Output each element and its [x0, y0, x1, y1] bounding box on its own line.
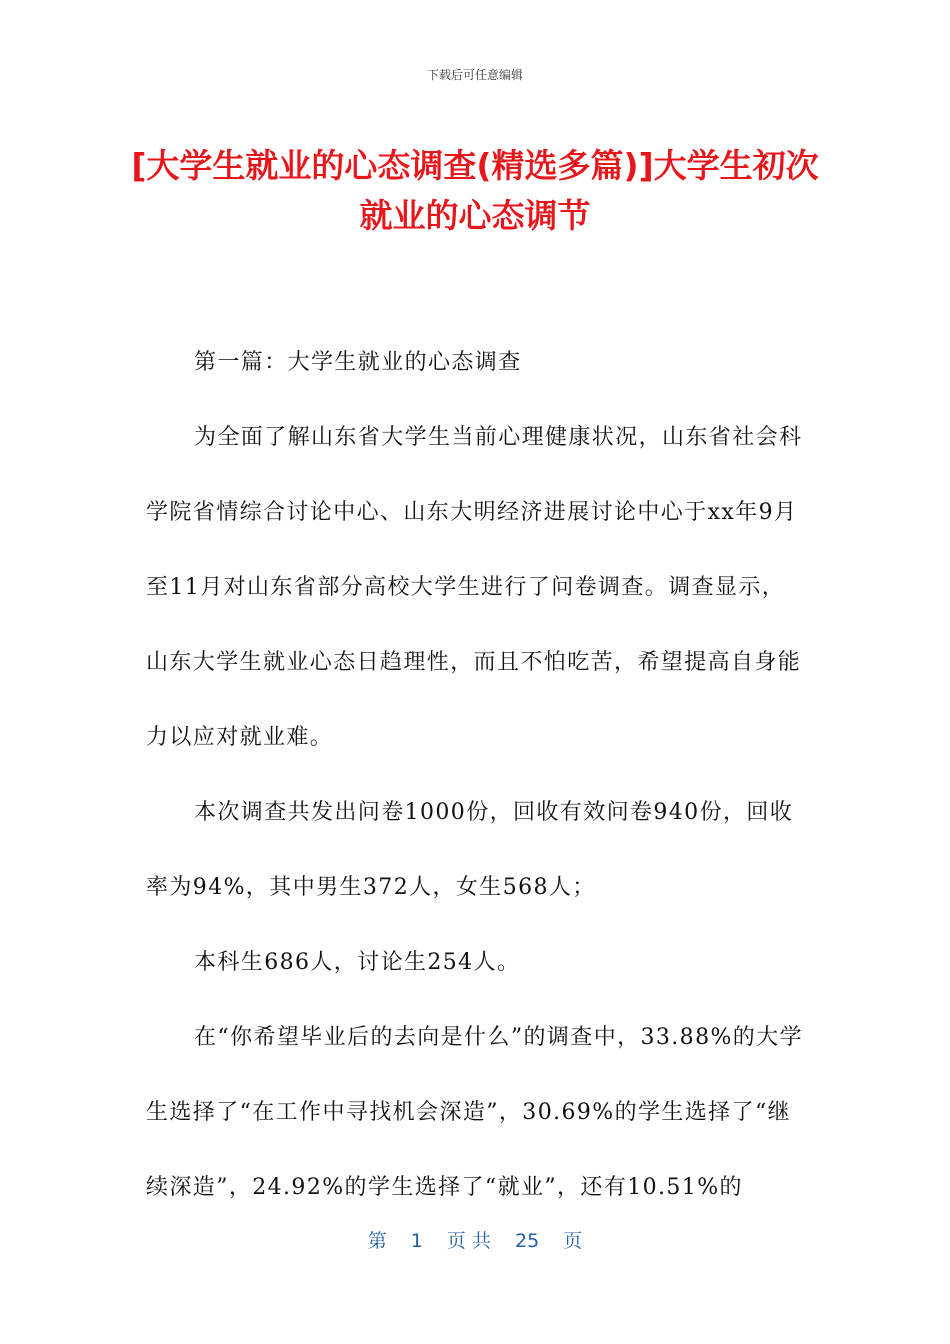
page-footer	[0, 1226, 950, 1253]
section-heading: 第一篇：大学生就业的心态调查	[194, 350, 522, 375]
footer-middle: 页 共	[446, 1230, 491, 1252]
header-note: 下载后可任意编辑	[426, 68, 523, 82]
body-paragraph: 为全面了解山东省大学生当前心理健康状况，山东省社会科学院省情综合讨论中心、山东大明经济进展讨论中心于xx年9月至11月对山东省部分高校大学生进行了问卷调查。调查显示，山东大学生就业心态日趋理性，而且不怕吃苦，希望提高自身能力以应对就业难。	[146, 425, 803, 750]
body-paragraph: 在“你希望毕业后的去向是什么”的调查中，33.88%的大学生选择了“在工作中寻找机会深造”，30.69%的学生选择了“继续深造”，24.92%的学生选择了“就业”，还有10.51%的	[146, 1025, 803, 1200]
total-pages-number: 25	[515, 1230, 540, 1252]
body-paragraph: 本科生686人，讨论生254人。	[194, 950, 521, 975]
footer-suffix: 页	[563, 1230, 583, 1252]
document-body	[146, 325, 806, 1225]
current-page-number: 1	[410, 1230, 423, 1252]
footer-prefix: 第	[367, 1230, 387, 1252]
body-paragraph: 本次调查共发出问卷1000份，回收有效问卷940份，回收率为94%，其中男生372人，女生568人；	[146, 800, 794, 900]
document-title: [大学生就业的心态调查(精选多篇)]大学生初次就业的心态调节	[131, 146, 819, 235]
